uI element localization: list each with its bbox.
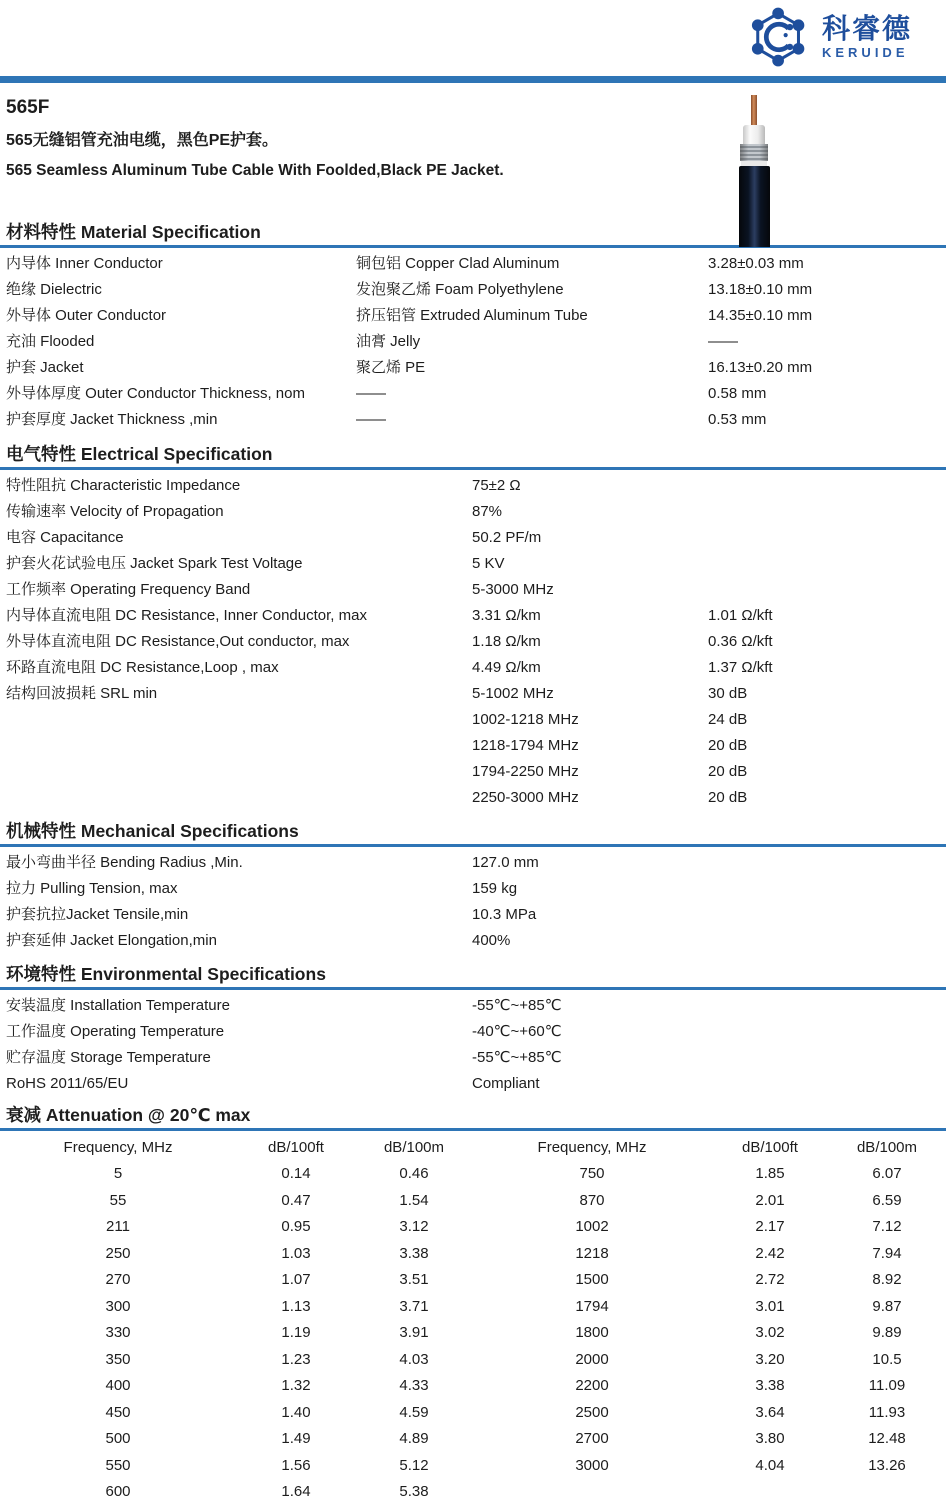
- attenuation-db100ft-cell: 0.47: [281, 1191, 311, 1209]
- attenuation-db100m-cell: 4.03: [399, 1350, 429, 1368]
- title-block: [0, 83, 946, 180]
- mechanical-row-value: 400%: [472, 931, 511, 949]
- attenuation-freq-cell: 400: [105, 1377, 131, 1395]
- attenuation-db100m-cell: 5.12: [399, 1456, 429, 1474]
- attenuation-freq-cell: 1800: [575, 1324, 609, 1342]
- attenuation-db100m-cell: 9.89: [872, 1324, 902, 1342]
- attenuation-db100ft-cell: 2.01: [755, 1191, 785, 1209]
- electrical-row-label: 传输速率 Velocity of Propagation: [6, 502, 224, 520]
- attenuation-column-header: dB/100ft: [742, 1138, 798, 1156]
- brand-name-en: KERUIDE: [821, 45, 909, 61]
- environmental-section-heading: 环境特性 Environmental Specifications: [0, 963, 946, 990]
- attenuation-column-header: Frequency, MHz: [537, 1138, 647, 1156]
- mechanical-row-label: 拉力 Pulling Tension, max: [6, 879, 178, 897]
- electrical-row-value: 1794-2250 MHz: [472, 762, 579, 780]
- attenuation-db100ft-cell: 1.23: [281, 1350, 311, 1368]
- attenuation-db100ft-cell: 2.72: [755, 1271, 785, 1289]
- attenuation-db100m-cell: 13.26: [868, 1456, 906, 1474]
- attenuation-db100ft-cell: 3.64: [755, 1403, 785, 1421]
- electrical-row-label: [6, 733, 472, 759]
- electrical-row-label: 结构回波损耗 SRL min: [6, 684, 158, 702]
- attenuation-db100m-cell: 11.09: [868, 1377, 906, 1395]
- material-row-label: 充油 Flooded: [6, 332, 95, 350]
- product-model: 565F: [6, 97, 50, 118]
- attenuation-db100m-cell: 3.12: [399, 1218, 429, 1236]
- attenuation-db100m-cell: 6.59: [872, 1191, 902, 1209]
- electrical-row-value: 4.49 Ω/km: [472, 658, 541, 676]
- attenuation-db100ft-cell: 1.49: [281, 1430, 311, 1448]
- attenuation-db100m-cell: 0.46: [399, 1165, 429, 1183]
- mechanical-row-value: 159 kg: [472, 879, 518, 897]
- electrical-row-value2: [708, 551, 946, 577]
- mechanical-row-label: 最小弯曲半径 Bending Radius ,Min.: [6, 853, 243, 871]
- electrical-row-value: 5-1002 MHz: [472, 684, 554, 702]
- page-header: [0, 0, 946, 76]
- environmental-row-value: -40℃~+60℃: [472, 1022, 562, 1040]
- material-row-size: ——: [708, 332, 738, 350]
- environmental-row-value: -55℃~+85℃: [472, 1048, 562, 1066]
- electrical-row-value: 1218-1794 MHz: [472, 736, 579, 754]
- material-row-label: 外导体 Outer Conductor: [6, 306, 167, 324]
- attenuation-db100m-cell: 8.92: [872, 1271, 902, 1289]
- electrical-row-label: [6, 759, 472, 785]
- electrical-row-value: 5-3000 MHz: [472, 580, 554, 598]
- attenuation-db100m-cell: 5.38: [399, 1483, 429, 1501]
- attenuation-db100ft-cell: 1.32: [281, 1377, 311, 1395]
- brand-name-cn: 科睿德: [821, 12, 912, 44]
- attenuation-db100ft-cell: 1.03: [281, 1244, 311, 1262]
- electrical-row-value: 50.2 PF/m: [472, 528, 542, 546]
- electrical-row-label: 环路直流电阻 DC Resistance,Loop , max: [6, 658, 279, 676]
- attenuation-freq-cell: 870: [579, 1191, 605, 1209]
- material-row-value: 挤压铝管 Extruded Aluminum Tube: [356, 306, 588, 324]
- electrical-row-value2: 1.37 Ω/kft: [708, 658, 773, 676]
- attenuation-db100ft-cell: 3.38: [755, 1377, 785, 1395]
- environmental-row-label: 工作温度 Operating Temperature: [6, 1022, 225, 1040]
- material-row-value: 聚乙烯 PE: [356, 358, 426, 376]
- attenuation-freq-cell: 3000: [575, 1456, 609, 1474]
- electrical-row-label: [6, 785, 472, 811]
- electrical-row-value: 1.18 Ω/km: [472, 632, 541, 650]
- attenuation-db100ft-cell: 1.07: [281, 1271, 311, 1289]
- electrical-row-label: 电容 Capacitance: [6, 528, 124, 546]
- attenuation-freq-cell: 55: [109, 1191, 127, 1209]
- mechanical-row-label: 护套抗拉Jacket Tensile,min: [6, 905, 189, 923]
- material-spec-table: [0, 251, 946, 433]
- electrical-spec-table: [0, 473, 946, 811]
- attenuation-column-header: dB/100m: [383, 1138, 445, 1156]
- header-divider-rule: [0, 76, 946, 83]
- attenuation-freq-cell: 5: [113, 1165, 123, 1183]
- electrical-row-label: 外导体直流电阻 DC Resistance,Out conductor, max: [6, 632, 350, 650]
- attenuation-freq-cell: 550: [105, 1456, 131, 1474]
- electrical-row-value: 87%: [472, 502, 503, 520]
- attenuation-db100m-cell: 4.59: [399, 1403, 429, 1421]
- attenuation-section-heading: 衰减 Attenuation @ 20℃ max: [0, 1104, 946, 1131]
- material-row-size: 0.53 mm: [708, 410, 767, 428]
- mechanical-spec-table: [0, 850, 946, 954]
- electrical-row-value2: [708, 525, 946, 551]
- electrical-row-value2: [708, 473, 946, 499]
- attenuation-db100ft-cell: 0.95: [281, 1218, 311, 1236]
- attenuation-db100m-cell: 9.87: [872, 1297, 902, 1315]
- attenuation-column-header: Frequency, MHz: [63, 1138, 173, 1156]
- attenuation-db100ft-cell: 0.14: [281, 1165, 311, 1183]
- attenuation-column-header: dB/100m: [856, 1138, 918, 1156]
- electrical-row-label: 内导体直流电阻 DC Resistance, Inner Conductor, max: [6, 606, 367, 624]
- attenuation-db100m-cell: 10.5: [872, 1350, 902, 1368]
- attenuation-freq-cell: 330: [105, 1324, 131, 1342]
- electrical-row-value2: [708, 499, 946, 525]
- attenuation-db100m-cell: 1.54: [399, 1191, 429, 1209]
- attenuation-freq-cell: 300: [105, 1297, 131, 1315]
- environmental-spec-table: [0, 993, 946, 1097]
- product-subtitle-en: 565 Seamless Aluminum Tube Cable With Foolded,Black PE Jacket.: [6, 161, 504, 179]
- electrical-row-value2: 20 dB: [708, 762, 748, 780]
- material-row-label: 护套厚度 Jacket Thickness ,min: [6, 410, 218, 428]
- product-subtitle-cn: 565无缝铝管充油电缆，黑色PE护套。: [6, 131, 279, 149]
- attenuation-freq-cell: [472, 1479, 712, 1506]
- material-row-label: 护套 Jacket: [6, 358, 84, 376]
- material-row-value: 发泡聚乙烯 Foam Polyethylene: [356, 280, 564, 298]
- attenuation-db100ft-cell: 1.19: [281, 1324, 311, 1342]
- attenuation-freq-cell: 2000: [575, 1350, 609, 1368]
- material-row-label: 外导体厚度 Outer Conductor Thickness, nom: [6, 384, 305, 402]
- attenuation-db100ft-cell: 1.13: [281, 1297, 311, 1315]
- attenuation-db100m-cell: 7.12: [872, 1218, 902, 1236]
- attenuation-db100m-cell: 3.91: [399, 1324, 429, 1342]
- electrical-row-value2: 0.36 Ω/kft: [708, 632, 773, 650]
- attenuation-freq-cell: 450: [105, 1403, 131, 1421]
- attenuation-db100ft-cell: 3.80: [755, 1430, 785, 1448]
- electrical-row-value2: 1.01 Ω/kft: [708, 606, 773, 624]
- electrical-row-label: 工作频率 Operating Frequency Band: [6, 580, 251, 598]
- attenuation-db100ft-cell: [712, 1479, 828, 1506]
- cable-product-image: [722, 95, 786, 247]
- material-row-value: ——: [356, 384, 386, 402]
- attenuation-db100ft-cell: 1.64: [281, 1483, 311, 1501]
- material-row-size: 13.18±0.10 mm: [708, 280, 813, 298]
- attenuation-freq-cell: 1500: [575, 1271, 609, 1289]
- electrical-row-value2: 20 dB: [708, 736, 748, 754]
- attenuation-db100m-cell: 3.51: [399, 1271, 429, 1289]
- attenuation-freq-cell: 1794: [575, 1297, 609, 1315]
- electrical-row-value2: 24 dB: [708, 710, 748, 728]
- attenuation-db100m-cell: 7.94: [872, 1244, 902, 1262]
- environmental-row-label: 安装温度 Installation Temperature: [6, 996, 230, 1014]
- material-row-size: 0.58 mm: [708, 384, 767, 402]
- attenuation-freq-cell: 2700: [575, 1430, 609, 1448]
- mechanical-section-heading: 机械特性 Mechanical Specifications: [0, 820, 946, 847]
- electrical-row-value2: 30 dB: [708, 684, 748, 702]
- electrical-row-value: 1002-1218 MHz: [472, 710, 579, 728]
- attenuation-db100m-cell: 4.33: [399, 1377, 429, 1395]
- attenuation-db100m-cell: 12.48: [868, 1430, 906, 1448]
- attenuation-freq-cell: 600: [105, 1483, 131, 1501]
- attenuation-freq-cell: 750: [579, 1165, 605, 1183]
- attenuation-db100m-cell: 3.38: [399, 1244, 429, 1262]
- attenuation-freq-cell: 250: [105, 1244, 131, 1262]
- electrical-row-value: 5 KV: [472, 554, 505, 572]
- attenuation-freq-cell: 1218: [575, 1244, 609, 1262]
- attenuation-db100ft-cell: 1.40: [281, 1403, 311, 1421]
- attenuation-db100ft-cell: 1.56: [281, 1456, 311, 1474]
- attenuation-db100ft-cell: 2.17: [755, 1218, 785, 1236]
- mechanical-row-value: 127.0 mm: [472, 853, 539, 871]
- electrical-row-value: 75±2 Ω: [472, 476, 521, 494]
- environmental-row-label: RoHS 2011/65/EU: [6, 1074, 129, 1092]
- copper-conductor-layer: [751, 95, 757, 125]
- black-pe-jacket-layer: [739, 166, 770, 247]
- electrical-section-heading: 电气特性 Electrical Specification: [0, 443, 946, 470]
- material-row-size: 14.35±0.10 mm: [708, 306, 813, 324]
- attenuation-freq-cell: 2200: [575, 1377, 609, 1395]
- attenuation-db100m-cell: [828, 1479, 946, 1506]
- electrical-row-value: 2250-3000 MHz: [472, 788, 579, 806]
- material-row-size: 16.13±0.20 mm: [708, 358, 813, 376]
- brand-logo: [747, 5, 912, 69]
- electrical-row-label: 特性阻抗 Characteristic Impedance: [6, 476, 241, 494]
- attenuation-db100ft-cell: 1.85: [755, 1165, 785, 1183]
- environmental-row-value: -55℃~+85℃: [472, 996, 562, 1014]
- attenuation-freq-cell: 350: [105, 1350, 131, 1368]
- molecule-logo-icon: [747, 5, 813, 69]
- material-row-label: 内导体 Inner Conductor: [6, 254, 163, 272]
- material-row-size: 3.28±0.03 mm: [708, 254, 804, 272]
- attenuation-db100ft-cell: 2.42: [755, 1244, 785, 1262]
- environmental-row-value: Compliant: [472, 1074, 540, 1092]
- aluminum-tube-layer: [740, 144, 768, 161]
- attenuation-db100ft-cell: 3.20: [755, 1350, 785, 1368]
- material-section-heading: 材料特性 Material Specification: [0, 221, 946, 248]
- foam-dielectric-layer: [743, 125, 765, 144]
- electrical-row-label: [6, 707, 472, 733]
- material-row-value: 铜包铝 Copper Clad Aluminum: [356, 254, 560, 272]
- electrical-row-value2: 20 dB: [708, 788, 748, 806]
- attenuation-table: [0, 1135, 946, 1506]
- attenuation-db100m-cell: 3.71: [399, 1297, 429, 1315]
- electrical-row-label: 护套火花试验电压 Jacket Spark Test Voltage: [6, 554, 303, 572]
- attenuation-db100ft-cell: 4.04: [755, 1456, 785, 1474]
- electrical-row-value: 3.31 Ω/km: [472, 606, 541, 624]
- attenuation-db100m-cell: 4.89: [399, 1430, 429, 1448]
- attenuation-freq-cell: 1002: [575, 1218, 609, 1236]
- material-row-label: 绝缘 Dielectric: [6, 280, 102, 298]
- mechanical-row-value: 10.3 MPa: [472, 905, 537, 923]
- electrical-row-value2: [708, 577, 946, 603]
- attenuation-db100m-cell: 6.07: [872, 1165, 902, 1183]
- material-row-value: 油膏 Jelly: [356, 332, 421, 350]
- attenuation-freq-cell: 2500: [575, 1403, 609, 1421]
- attenuation-db100ft-cell: 3.01: [755, 1297, 785, 1315]
- material-row-value: ——: [356, 410, 386, 428]
- environmental-row-label: 贮存温度 Storage Temperature: [6, 1048, 211, 1066]
- attenuation-column-header: dB/100ft: [268, 1138, 324, 1156]
- attenuation-db100ft-cell: 3.02: [755, 1324, 785, 1342]
- attenuation-freq-cell: 270: [105, 1271, 131, 1289]
- attenuation-freq-cell: 500: [105, 1430, 131, 1448]
- attenuation-freq-cell: 211: [106, 1218, 130, 1236]
- attenuation-db100m-cell: 11.93: [868, 1403, 906, 1421]
- brand-text: [822, 14, 912, 60]
- mechanical-row-label: 护套延伸 Jacket Elongation,min: [6, 931, 217, 949]
